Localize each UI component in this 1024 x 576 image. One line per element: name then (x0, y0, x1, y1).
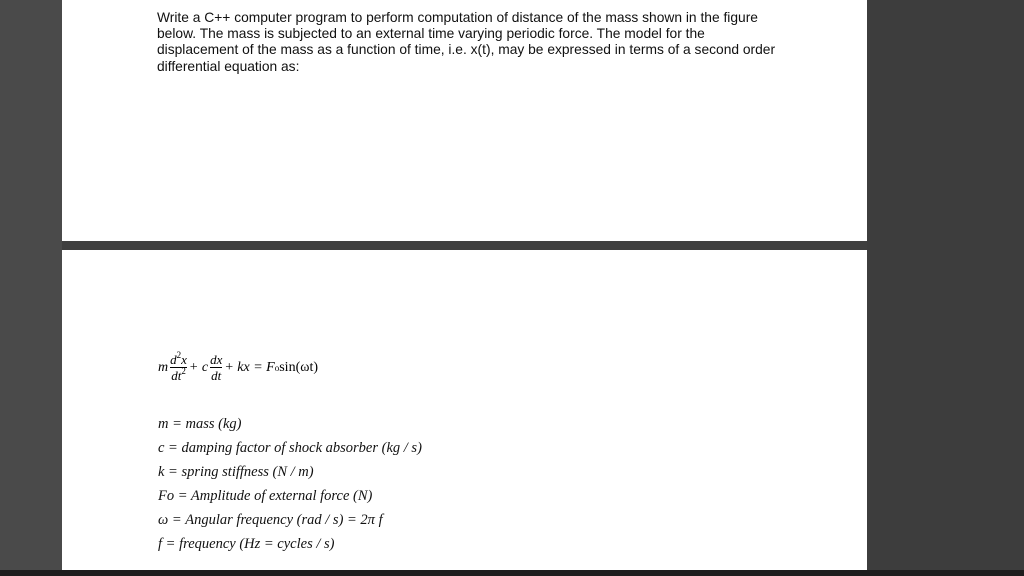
left-background-strip (0, 0, 62, 576)
definition-amplitude: Fo = Amplitude of external force (N) (158, 488, 373, 504)
bottom-bar (0, 570, 1024, 576)
definition-frequency: f = frequency (Hz = cycles / s) (158, 536, 335, 552)
eq-damping-term: + c (188, 360, 209, 375)
definition-mass: m = mass (kg) (158, 416, 242, 432)
eq-frac2-num: dx (210, 352, 223, 367)
eq-frac2-den: dt (211, 368, 222, 383)
document-page-2 (62, 250, 867, 570)
variable-definitions (158, 412, 422, 556)
document-page-1 (62, 0, 867, 241)
definition-damping: c = damping factor of shock absorber (kg / s) (158, 440, 422, 456)
problem-statement: Write a C++ computer program to perform computation of distance of the mass shown in the figure below. The mass is subjected to an external time varying periodic force. The model for the displacement of the mass as a function of time, i.e. x(t), may be expressed in terms of a second order differential equation as: (157, 10, 776, 74)
eq-frac1-den-exp: 2 (181, 366, 186, 376)
definition-angular-frequency: ω = Angular frequency (rad / s) = 2π f (158, 512, 383, 528)
definition-stiffness: k = spring stiffness (N / m) (158, 464, 314, 480)
eq-frac1-num-exp: 2 (176, 350, 182, 360)
differential-equation: m $\frac{d^2x}{dt^2}$ + c $\frac{dx}{dt}$ + kx = F o sin(ωt) (158, 350, 319, 383)
right-background-strip (867, 0, 1024, 576)
eq-frac1-den-dt: dt (171, 368, 182, 383)
eq-frac1-num-d: d (170, 352, 177, 367)
eq-frac1-num-x: x (181, 352, 187, 367)
eq-mass-symbol: m (158, 360, 169, 375)
eq-second-derivative-fraction (169, 350, 188, 383)
eq-rhs-post: sin(ωt) (279, 360, 319, 375)
eq-first-derivative-fraction (209, 353, 223, 383)
eq-rhs-pre: + kx = F (224, 360, 275, 375)
